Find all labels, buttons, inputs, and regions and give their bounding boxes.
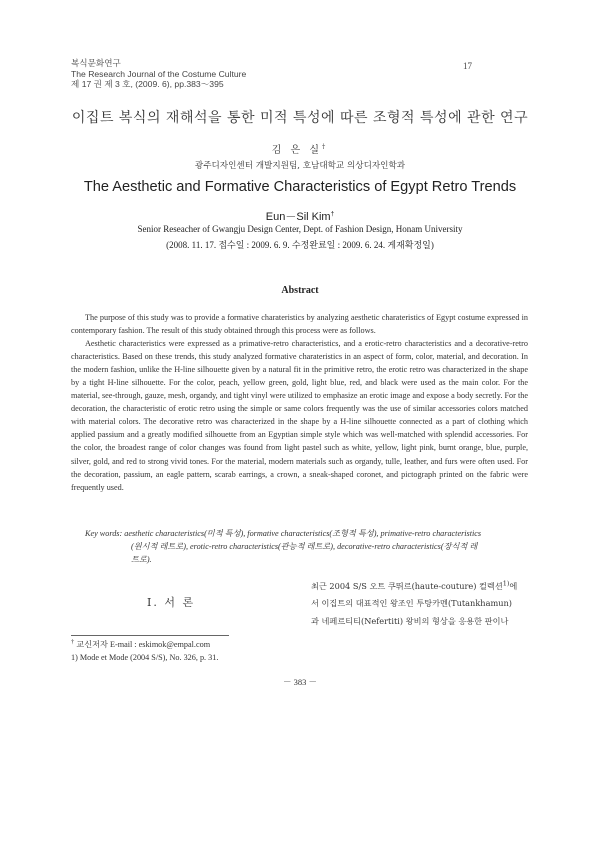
footnotes bbox=[71, 638, 218, 664]
journal-volume: 제 17 권 제 3 호, (2009. 6), pp.383～395 bbox=[71, 79, 224, 89]
footnote-ref-1: 1) bbox=[502, 579, 510, 588]
author-en-name: Eun－Sil Kim bbox=[265, 211, 331, 223]
author-ko bbox=[0, 141, 600, 156]
journal-page-number: 17 bbox=[463, 61, 472, 71]
abstract-body bbox=[71, 311, 528, 494]
author-ko-mark: † bbox=[322, 142, 329, 151]
intro-line-3: 과 네페르티티(Nefertiti) 왕비의 형상을 응용한 판이나 bbox=[311, 615, 509, 626]
author-en-mark: † bbox=[330, 210, 335, 218]
keywords bbox=[85, 528, 527, 566]
page-footer-number: － 383 － bbox=[282, 677, 317, 687]
intro-text bbox=[311, 578, 529, 630]
intro-line-1-end: 에 bbox=[509, 581, 518, 591]
footnote-1: 1) Mode et Mode (2004 S/S), No. 326, p. 31. bbox=[71, 653, 219, 662]
author-ko-name: 김 은 실 bbox=[271, 145, 323, 156]
footnote-divider bbox=[71, 635, 229, 636]
paper-title-ko: 이집트 복식의 재해석을 통한 미적 특성에 따른 조형적 특성에 관한 연구 bbox=[71, 110, 529, 126]
keywords-line-3: 트로). bbox=[131, 554, 152, 564]
intro-line-1 bbox=[311, 578, 529, 595]
paper-title-en: The Aesthetic and Formative Characteristics of Egypt Retro Trends bbox=[83, 179, 517, 195]
affiliation-ko: 광주디자인센터 개발지원팀, 호남대학교 의상디자인학과 bbox=[194, 161, 406, 171]
section-title: Ⅰ. 서 론 bbox=[147, 596, 196, 609]
keywords-line-1: Key words: aesthetic characteristics(미적 특성), formative characteristics(조형적 특성), primative-retro characteristics bbox=[85, 529, 482, 538]
author-en bbox=[0, 208, 600, 224]
journal-name-en: The Research Journal of the Costume Culture bbox=[71, 68, 247, 79]
submission-dates: (2008. 11. 17. 접수일 : 2009. 6. 9. 수정완료일 : 2009. 6. 24. 게재확정일) bbox=[166, 240, 434, 250]
keywords-line-2: (원시적 레트로), erotic-retro characteristics(관능적 레트로), decorative-retro characteristics(장식적 레 bbox=[131, 541, 478, 551]
affiliation-en: Senior Reseacher of Gwangju Design Center, Dept. of Fashion Design, Honam University bbox=[137, 224, 463, 234]
intro-line-2: 서 이집트의 대표적인 왕조인 투탕카멘(Tutankhamun) bbox=[311, 598, 512, 609]
corresponding-mark: † bbox=[71, 638, 75, 646]
abstract-paragraph-2: Aesthetic characteristics were expressed as a primative-retro characteristics, and a erotic-retro characteristics and a decorative-retro characteristics. Based on these trends, this study analyzed formative charateristics in an aspect of form, color, material, and decoration. In the modern fashion, unlike the H-line silhouette given by a natural fit in the primitive retro, the erotic retro was characterized in the shape by a tight H-line silhouette. For the color, peach, yellow green, gold, light blue, red, and black were used as the main color. For the material, see-through, gauze, mesh, organdy, and tight vinyl were utilized to emphasize an erotic image and expose a body secretly. For the decoration, the characteristic of erotic retro using the simple or same colors frequently was the use of similar accessories colors matched with material colors. The decorative retro was characterized in the shape by a H-line silhouette connected as a part of clothing which applied passium and a greatly modified silhouette from an Egyptian simple style which was well-matched with splendid accessories. For the color, the broadest range of color changes was found from light pastel such as white, yellow, light pink, burnt orange, blue, purple, silver, gold, and red to strong vivid tones. For the material, modern materials such as organdy, tulle, leather, and furs were often used. For the decoration, passium, an eagle pattern, scarab earrings, a crown, a sneak-shaped coronet, and pictograph printed on the fabric were frequently used. bbox=[71, 339, 528, 492]
journal-name-ko: 복식문화연구 bbox=[71, 58, 121, 68]
footnote-corresponding bbox=[71, 638, 218, 651]
abstract-heading: Abstract bbox=[281, 285, 319, 296]
abstract-paragraph-1: The purpose of this study was to provide a formative charateristics by analyzing aesthetic charateristics of Egypt costume expressed in contemporary fashion. The result of this study obtained through this process were as follows. bbox=[71, 313, 528, 336]
intro-line-1-text: 최근 2004 S/S 오트 쿠뛰르(haute-couture) 컬렉션 bbox=[311, 581, 503, 591]
corresponding-email: 교신저자 E-mail : eskimok@empal.com bbox=[76, 640, 211, 649]
